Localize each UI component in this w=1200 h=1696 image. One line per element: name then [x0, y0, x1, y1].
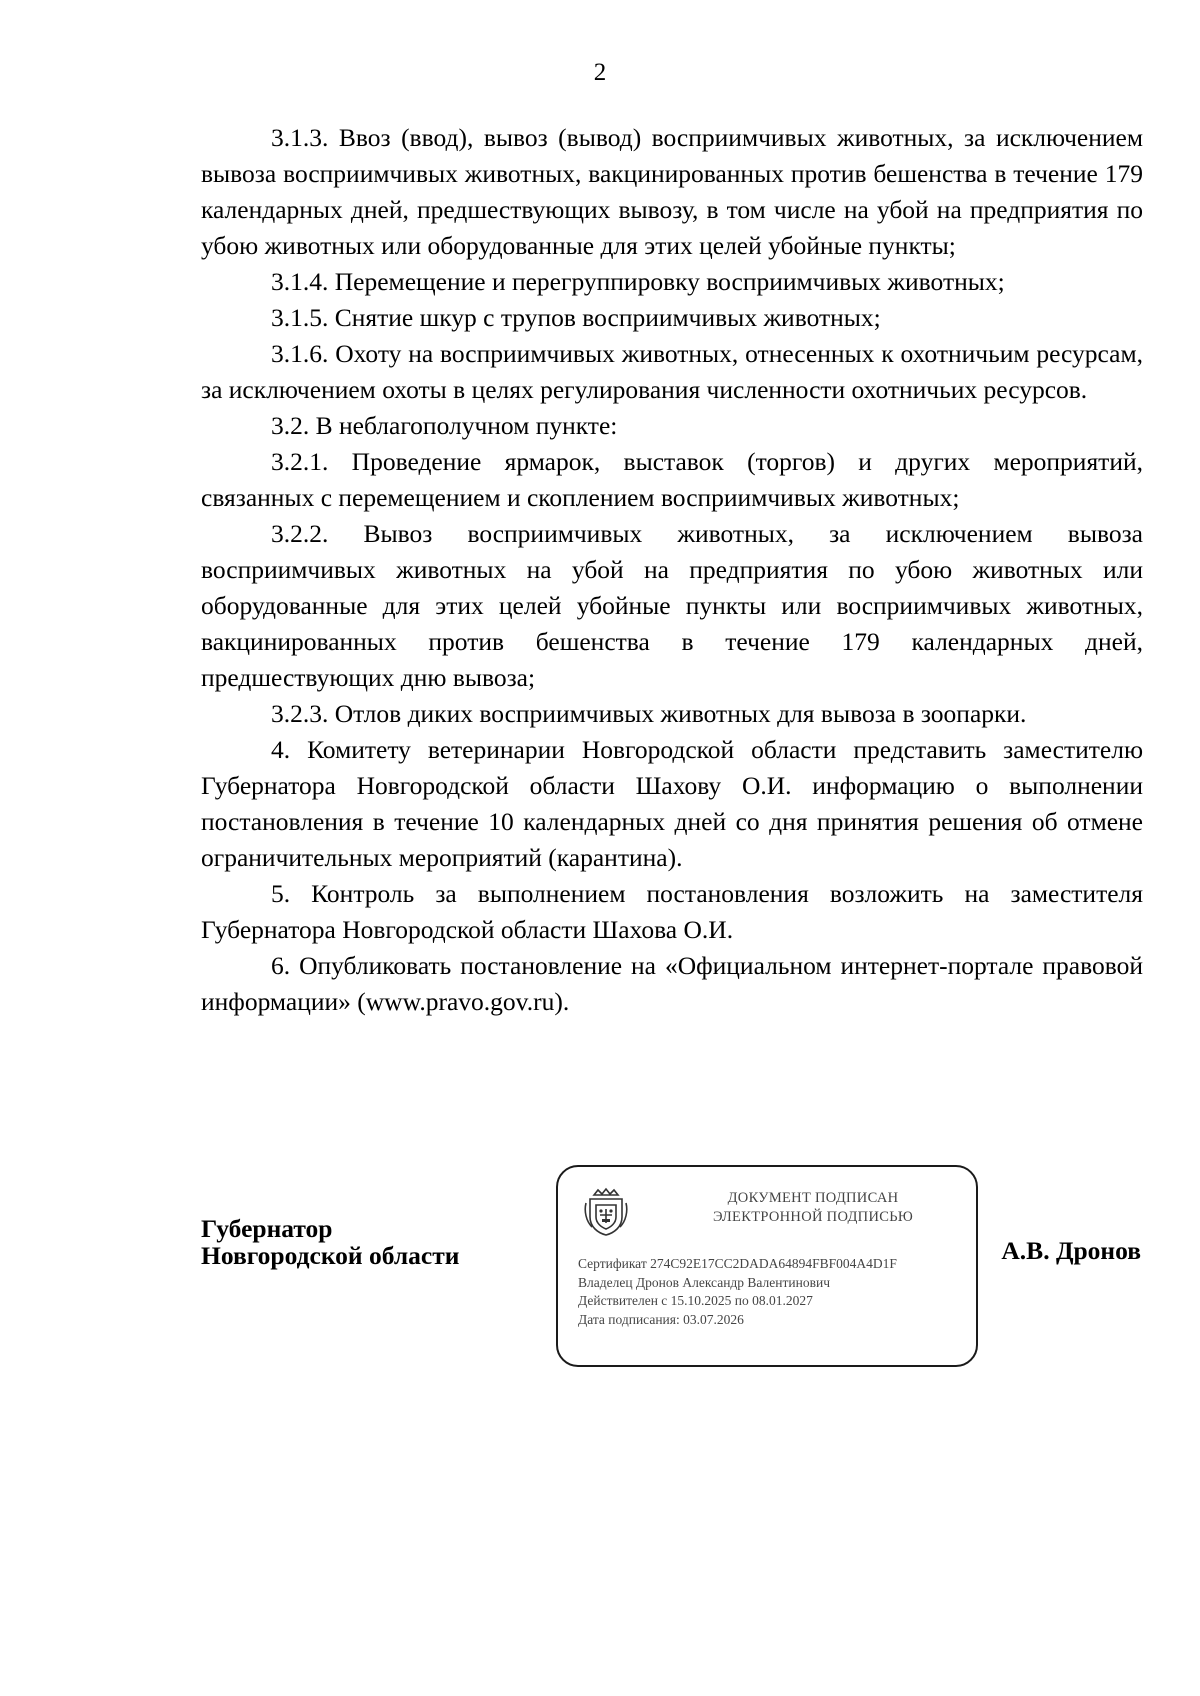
- stamp-owner: Владелец Дронов Александр Валентинович: [578, 1274, 830, 1290]
- stamp-validity: Действителен с 15.10.2025 по 08.01.2027: [578, 1293, 813, 1308]
- paragraph-3-2-1: 3.2.1. Проведение ярмарок, выставок (торгов) и других мероприятий, связанных с перемещением и скоплением восприимчивых животных;: [201, 447, 1143, 512]
- stamp-title-line1: ДОКУМЕНТ ПОДПИСАН: [727, 1190, 899, 1206]
- stamp-certificate: Сертификат 274C92E17CC2DADA64894FBF004A4D1F: [578, 1256, 897, 1271]
- paragraph-3-2-2: 3.2.2. Вывоз восприимчивых животных, за исключением вывоза восприимчивых животных на убой на предприятия по убою животных или оборудованные для этих целей убойные пункты или восприимчивых животных, вакцинированных против бешенства в течение 179 календарных дней, предшествующих дню вывоза;: [201, 519, 1143, 692]
- stamp-signed-date: Дата подписания: 03.07.2026: [578, 1311, 744, 1327]
- paragraph-3-2-3: 3.2.3. Отлов диких восприимчивых животных для вывоза в зоопарки.: [271, 699, 1027, 728]
- stamp-title-line2: ЭЛЕКТРОННОЙ ПОДПИСЬЮ: [712, 1209, 914, 1225]
- paragraph-3-1-3: 3.1.3. Ввоз (ввод), вывоз (вывод) восприимчивых животных, за исключением вывоза восприимчивых животных, вакцинированных против бешенства в течение 179 календарных дней, предшествующих вывозу, в том числе на убой на предприятия по убою животных или оборудованные для этих целей убойные пункты;: [201, 123, 1143, 260]
- signer-name: А.В. Дронов: [1001, 1236, 1141, 1265]
- signer-position: [201, 1215, 459, 1269]
- paragraph-3-1-4: 3.1.4. Перемещение и перегруппировку восприимчивых животных;: [271, 267, 1005, 296]
- document-body: [201, 120, 1143, 1020]
- stamp-title: [668, 1189, 958, 1227]
- coat-of-arms-icon: [584, 1187, 628, 1237]
- paragraph-3-1-6: 3.1.6. Охоту на восприимчивых животных, отнесенных к охотничьим ресурсам, за исключением охоты в целях регулирования численности охотничьих ресурсов.: [201, 339, 1143, 404]
- paragraph-6: 6. Опубликовать постановление на «Официальном интернет-портале правовой информации» (www.pravo.gov.ru).: [201, 951, 1143, 1016]
- signature-block: [0, 1165, 1200, 1385]
- paragraph-3-1-5: 3.1.5. Снятие шкур с трупов восприимчивых животных;: [271, 303, 881, 332]
- paragraph-3-2: 3.2. В неблагополучном пункте:: [271, 411, 618, 440]
- signer-position-line1: Губернатор: [201, 1214, 333, 1243]
- signer-position-line2: Новгородской области: [201, 1241, 460, 1270]
- e-signature-stamp: [556, 1165, 978, 1367]
- page-number: 2: [593, 59, 607, 86]
- paragraph-5: 5. Контроль за выполнением постановления возложить на заместителя Губернатора Новгородской области Шахова О.И.: [201, 879, 1143, 944]
- stamp-details: [578, 1255, 973, 1329]
- paragraph-4: 4. Комитету ветеринарии Новгородской области представить заместителю Губернатора Новгородской области Шахову О.И. информацию о выполнении постановления в течение 10 календарных дней со дня принятия решения об отмене ограничительных мероприятий (карантина).: [201, 735, 1143, 872]
